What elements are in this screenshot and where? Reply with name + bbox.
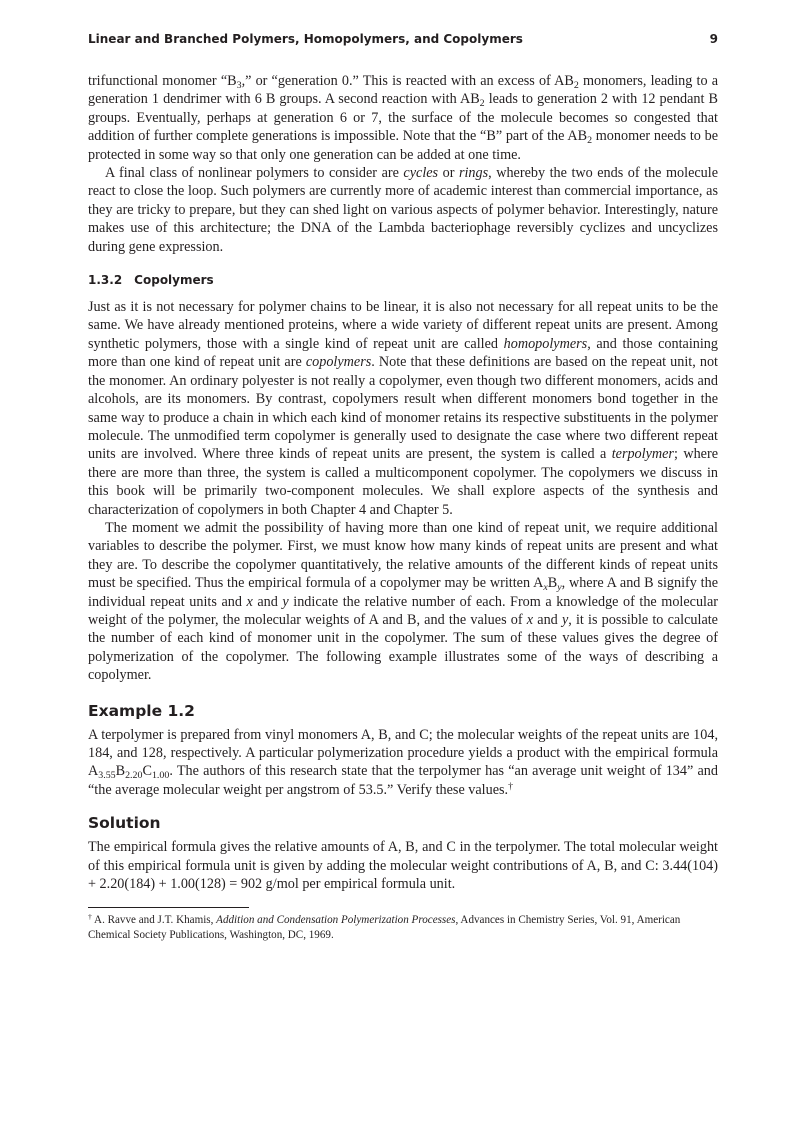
example-heading: Example 1.2 — [88, 701, 195, 720]
intro-text — [88, 72, 718, 256]
paragraph: A final class of nonlinear polymers to consider are cycles or rings, whereby the two ends of the molecule react to close the loop. Such polymers are currently more of academic interest than commercial importance, as they are tricky to prepare, but they can shed light on various aspects of polymer behavior. Interestingly, nature makes use of this architecture; the DNA of the Lambda bacteriophage reversibly cyclizes and uncyclizes during gene expression. — [88, 165, 719, 255]
section-text — [88, 298, 718, 685]
section-heading — [88, 273, 718, 287]
footnote: † A. Ravve and J.T. Khamis, Addition and Condensation Polymerization Processes, Advances in Chemistry Series, Vol. 91, American Chemical Society Publications, Washington, DC, 1969. — [88, 912, 681, 942]
solution-text — [88, 838, 718, 893]
footnote-reference: † — [508, 780, 514, 792]
section-title: Copolymers — [134, 273, 214, 288]
paragraph: A terpolymer is prepared from vinyl monomers A, B, and C; the molecular weights of the repeat units are 104, 184, and 128, respectively. A particular polymerization procedure yields a product with the empirical formula $A_{3.55}B_{2.20}C_{1.00}$. The authors of this research state that the terpolymer has “an average unit weight of 134” and “the average molecular weight per angstrom of 53.5.” Verify these values.† — [88, 726, 718, 798]
footnote-mark: † — [88, 912, 92, 922]
paragraph: Just as it is not necessary for polymer chains to be linear, it is also not necessary for all repeat units to be the same. We have already mentioned proteins, where a wide variety of different repeat units are present. Among synthetic polymers, those with a single kind of repeat unit are called homopolymers, and those containing more than one kind of repeat unit are copolymers. Note that these definitions are based on the repeat unit, not the monomer. An ordinary polyester is not really a copolymer, even though two different monomers, acids and alcohols, are its monomers. By contrast, copolymers result when different monomers bond together in the same way to produce a chain in which each kind of monomer retains its respective substituents in the polymer molecule. The unmodified term copolymer is generally used to designate the case where two different repeat units are involved. Where three kinds of repeat units are present, the system is called a terpolymer; where there are more than three, the system is called a multicomponent copolymer. The copolymers we discuss in this book will be primarily two-component molecules. We shall explore aspects of the synthesis and characterization of copolymers in both Chapter 4 and Chapter 5. — [88, 299, 718, 518]
paragraph: The empirical formula gives the relative amounts of A, B, and C in the terpolymer. The total molecular weight of this empirical formula unit is given by adding the molecular weight contributions of A, B, and C: 3.44(104) + 2.20(184) + 1.00(128) = 902 g/mol per empirical formula unit. — [88, 839, 718, 893]
document-page — [88, 32, 718, 943]
page-number: 9 — [709, 32, 718, 46]
running-header-title: Linear and Branched Polymers, Homopolymers, and Copolymers — [88, 32, 523, 46]
example-text — [88, 726, 718, 800]
solution-heading: Solution — [88, 814, 161, 833]
footnote-divider — [88, 907, 249, 908]
paragraph: trifunctional monomer “$B_3$,” or “generation 0.” This is reacted with an excess of $AB_2$ monomers, leading to a generation 1 dendrimer with 6 B groups. A second reaction with $AB_2$ leads to generation 2 with 12 pendant B groups. Eventually, perhaps at generation 6 or 7, the surface of the molecule becomes so congested that addition of further complete generations is impossible. Note that the “B” part of the $AB_2$ monomer needs to be protected in some way so that only one generation can be added at one time. — [88, 73, 718, 163]
paragraph: The moment we admit the possibility of having more than one kind of repeat unit, we require additional variables to describe the polymer. First, we must know how many kinds of repeat units are present and what they are. To describe the copolymer quantitatively, the relative amounts of the different kinds of repeat units must be specified. Thus the empirical formula of a copolymer may be written $A_xB_y$, where A and B signify the individual repeat units and x and y indicate the relative number of each. From a knowledge of the molecular weight of the polymer, the molecular weights of A and B, and the values of x and y, it is possible to calculate the number of each kind of monomer unit in the copolymer. The sum of these values gives the degree of polymerization of the copolymer. The following example illustrates some of the ways of describing a copolymer. — [88, 519, 718, 684]
section-number: 1.3.2 — [88, 273, 123, 288]
running-header — [88, 32, 718, 48]
